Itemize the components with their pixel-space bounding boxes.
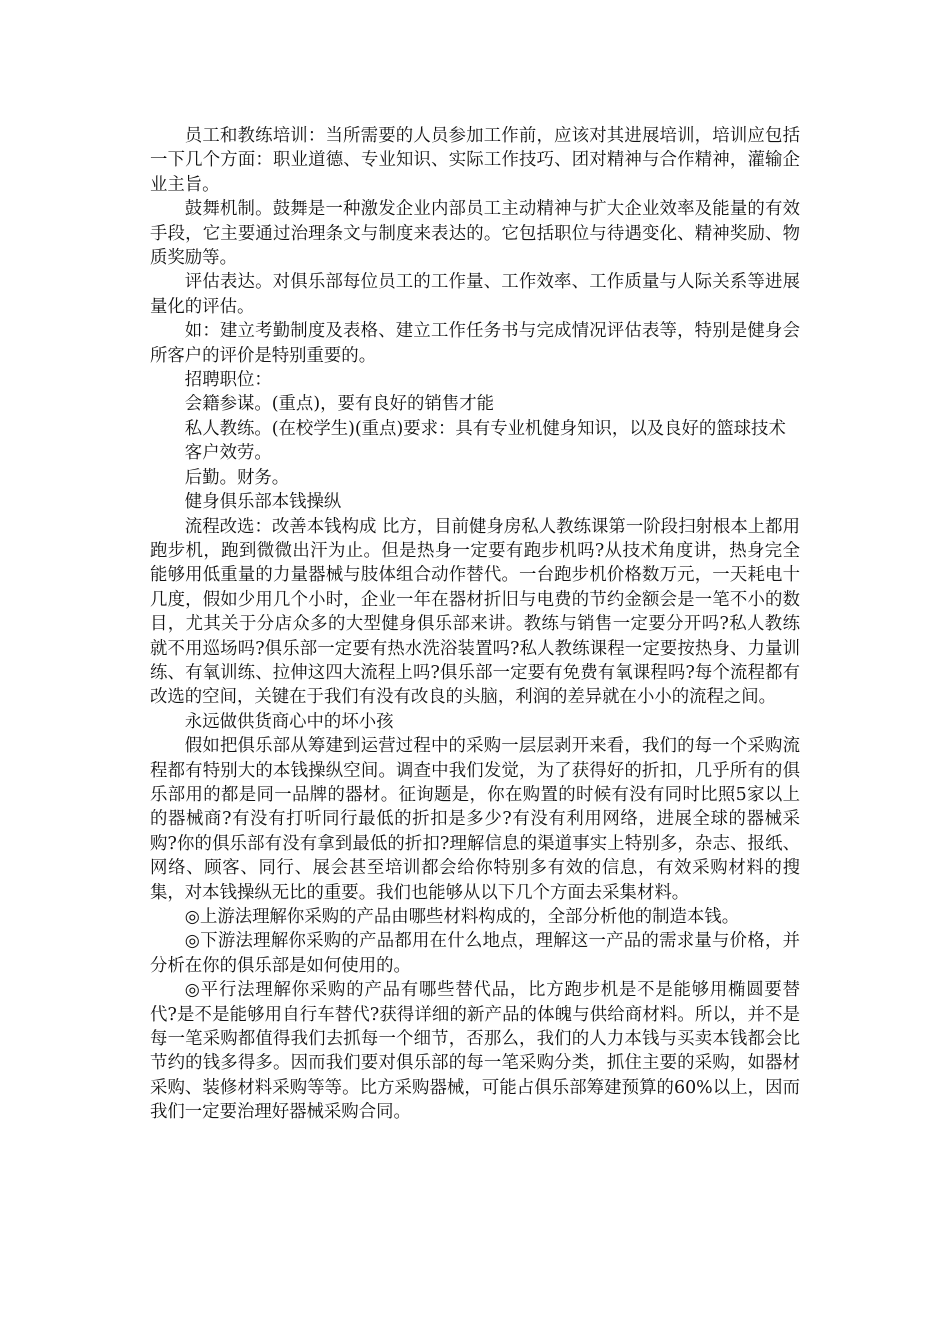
paragraph-recruitment-heading: 招聘职位：: [184, 370, 272, 391]
paragraph-membership-consultant: 会籍参谋。(重点)，要有良好的销售才能: [184, 394, 495, 415]
paragraph-customer-service: 客户效劳。: [184, 443, 272, 464]
paragraph-upstream-method: ◎上游法理解你采购的产品由哪些材料构成的，全部分析他的制造本钱。: [184, 907, 740, 927]
paragraph-downstream-method: ◎下游法理解你采购的产品都用在什么地点，理解这一产品的需求量与价格，并分析在你的俱乐部是如何使用的。: [150, 931, 800, 976]
paragraph-incentive-mechanism: 鼓舞机制。鼓舞是一种激发企业内部员工主动精神与扩大企业效率及能量的有效手段，它主要通过治理条文与制度来表达的。它包括职位与待遇变化、精神奖励、物质奖励等。: [150, 199, 800, 269]
paragraph-procurement: 假如把俱乐部从筹建到运营过程中的采购一层层剥开来看，我们的每一个采购流程都有特别大的本钱操纵空间。调查中我们发觉，为了获得好的折扣，几乎所有的俱乐部用的都是同一品牌的器材。征询题是，你在购置的时候有没有同时比照5家以上的器械商?有没有打听同行最低的折扣是多少?有没有利用网络，进展全球的器械采购?你的俱乐部有没有拿到最低的折扣?理解信息的渠道事实上特别多，杂志、报纸、网络、顾客、同行、展会甚至培训都会给你特别多有效的信息，有效采购材料的搜集，对本钱操纵无比的重要。我们也能够从以下几个方面去采集材料。: [150, 736, 800, 903]
paragraph-staff-training: 员工和教练培训：当所需要的人员参加工作前，应该对其进展培训，培训应包括一下几个方面：职业道德、专业知识、实际工作技巧、团对精神与合作精神，灌输企业主旨。: [150, 126, 800, 195]
document-body: [150, 124, 800, 1125]
section-heading-supplier: 永远做供货商心中的坏小孩: [184, 711, 394, 732]
paragraph-example: 如：建立考勤制度及表格、建立工作任务书与完成情况评估表等，特别是健身会所客户的评价是特别重要的。: [150, 321, 800, 366]
paragraph-process-improvement: 流程改选：改善本钱构成 比方，目前健身房私人教练课第一阶段扫射根本上都用跑步机，跑到微微出汗为止。但是热身一定要有跑步机吗?从技术角度讲，热身完全能够用低重量的力量器械与肢体组合动作替代。一台跑步机价格数万元，一天耗电十几度，假如少用几个小时，企业一年在器材折旧与电费的节约金额会是一笔不小的数目，尤其关于分店众多的大型健身俱乐部来讲。教练与销售一定要分开吗?私人教练就不用巡场吗?俱乐部一定要有热水洗浴装置吗?私人教练课程一定要按热身、力量训练、有氧训练、拉伸这四大流程上吗?俱乐部一定要有免费有氧课程吗?每个流程都有改选的空间，关键在于我们有没有改良的头脑，利润的差异就在小小的流程之间。: [150, 516, 800, 708]
paragraph-evaluation: 评估表达。对俱乐部每位员工的工作量、工作效率、工作质量与人际关系等进展量化的评估。: [150, 272, 800, 317]
paragraph-personal-trainer: 私人教练。(在校学生)(重点)要求：具有专业机健身知识，以及良好的篮球技术: [184, 418, 786, 439]
section-heading-cost-control: 健身俱乐部本钱操纵: [184, 492, 342, 513]
paragraph-logistics-finance: 后勤。财务。: [184, 467, 290, 488]
paragraph-parallel-method: ◎平行法理解你采购的产品有哪些替代品，比方跑步机是不是能够用椭圆要替代?是不是能够用自行车替代?获得详细的新产品的体魄与供给商材料。所以，并不是每一笔采购都值得我们去抓每一个细节，否那么，我们的人力本钱与买卖本钱都会比节约的钱多得多。因而我们要对俱乐部的每一笔采购分类，抓住主要的采购，如器材采购、装修材料采购等等。比方采购器械，可能占俱乐部筹建预算的60%以上，因而我们一定要治理好器械采购合同。: [150, 980, 800, 1123]
